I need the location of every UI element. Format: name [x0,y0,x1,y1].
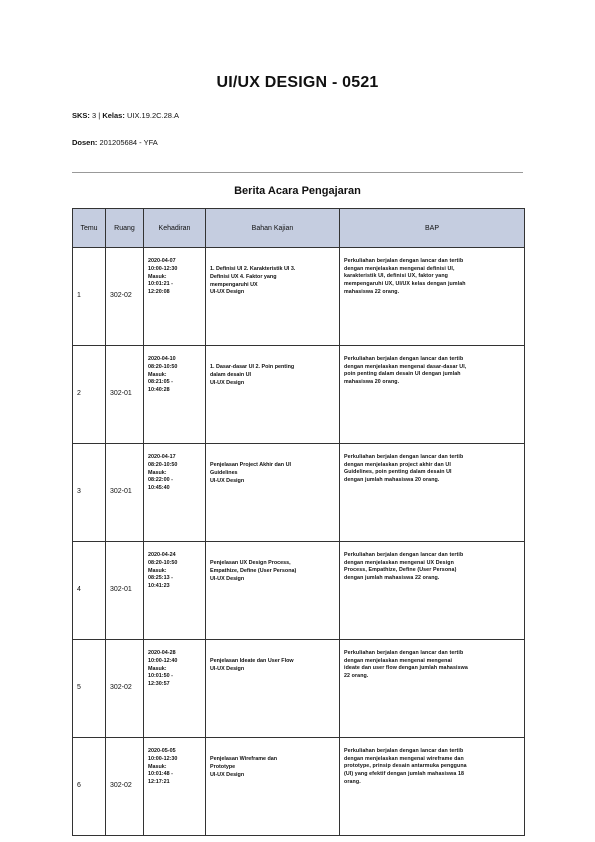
sks-value: 3 [92,111,97,120]
kehadiran-cell: 2020-04-10 08:20-10:50 Masuk: 08:21:05 - 10:40:28 [148,356,178,394]
table-row [73,542,525,640]
bap-cell: Perkuliahan berjalan dengan lancar dan tertib dengan menjelaskan mengenai wireframe dan prototype, prinsip desain antarmuka pengguna (UI) yang efektif dengan jumlah mahasiswa 18 orang. [344,748,467,785]
bap-cell: Perkuliahan berjalan dengan lancar dan tertib dengan menjelaskan mengenai UX Design Process, Empathize, Define (User Persona) dengan jumlah mahasiswa 22 orang. [344,552,464,582]
temu-cell: 5 [73,640,106,738]
sks-label: SKS: [72,111,90,120]
kelas-label: Kelas: [102,111,125,120]
temu-cell: 6 [73,738,106,836]
ruang-cell: 302-01 [106,444,144,542]
bap-cell: Perkuliahan berjalan dengan lancar dan tertib dengan menjelaskan project akhir dan UI Guidelines, poin penting dalam desain UI dengan jumlah mahasiswa 20 orang. [344,454,464,484]
kehadiran-cell: 2020-05-05 10:00-12:30 Masuk: 10:01:48 - 12:17:21 [148,748,178,786]
kehadiran-cell: 2020-04-07 10:00-12:30 Masuk: 10:01:21 - 12:20:08 [148,258,178,296]
kehadiran-cell: 2020-04-28 10:00-12:40 Masuk: 10:01:50 - 12:30:57 [148,650,178,688]
kelas-value: UIX.19.2C.28.A [126,111,180,120]
bahan-kajian-cell: 1. Dasar-dasar UI 2. Poin penting dalam desain UI UI-UX Design [210,364,295,386]
section-title: Berita Acara Pengajaran [234,185,361,197]
kehadiran-cell: 2020-04-24 08:20-10:50 Masuk: 08:25:13 - 10:41:23 [148,552,178,590]
horizontal-divider [72,172,523,173]
column-header-temu: Temu [73,209,106,248]
dosen-value: 201205684 - YFA [99,138,158,147]
temu-cell: 2 [73,346,106,444]
column-header-bahan-kajian: Bahan Kajian [206,209,340,248]
teaching-report-table [72,208,525,836]
ruang-cell: 302-01 [106,346,144,444]
table-row [73,346,525,444]
bahan-kajian-cell: Penjelasan Ideate dan User Flow UI-UX Design [210,658,294,672]
table-row [73,738,525,836]
bap-cell: Perkuliahan berjalan dengan lancar dan tertib dengan menjelaskan mengenai dasar-dasar UI, poin penting dalam desain UI dengan jumlah mahasiswa 20 orang. [344,356,467,386]
table-row [73,444,525,542]
table-row [73,248,525,346]
course-info [72,111,179,120]
bahan-kajian-cell: Penjelasan Project Akhir dan UI Guidelines UI-UX Design [210,462,291,484]
temu-cell: 4 [73,542,106,640]
dosen-label: Dosen: [72,138,98,147]
ruang-cell: 302-02 [106,248,144,346]
bahan-kajian-cell: 1. Definisi UI 2. Karakteristik UI 3. Definisi UX 4. Faktor yang mempengaruhi UX UI-UX Design [210,266,296,296]
column-header-ruang: Ruang [106,209,144,248]
column-header-kehadiran: Kehadiran [144,209,206,248]
temu-cell: 3 [73,444,106,542]
lecturer-info [72,138,158,147]
temu-cell: 1 [73,248,106,346]
kehadiran-cell: 2020-04-17 08:20-10:50 Masuk: 08:22:00 - 10:45:40 [148,454,178,492]
document-title: UI/UX DESIGN - 0521 [216,74,379,91]
ruang-cell: 302-02 [106,640,144,738]
separator: | [98,111,103,120]
ruang-cell: 302-02 [106,738,144,836]
bap-cell: Perkuliahan berjalan dengan lancar dan tertib dengan menjelaskan mengenai mengenai ideate dan user flow dengan jumlah mahasiswa 22 orang. [344,650,468,680]
bahan-kajian-cell: Penjelasan UX Design Process, Empathize, Define (User Persona) UI-UX Design [210,560,297,582]
table-header-row [73,209,525,248]
bap-cell: Perkuliahan berjalan dengan lancar dan tertib dengan menjelaskan mengenai definisi UI, karakteristik UI, definisi UX, faktor yang mempengaruhi UX, UI/UX kelas dengan jumlah mahasiswa 22 orang. [344,258,466,295]
ruang-cell: 302-01 [106,542,144,640]
bahan-kajian-cell: Penjelasan Wireframe dan Prototype UI-UX Design [210,756,278,778]
column-header-bap: BAP [340,209,525,248]
table-row [73,640,525,738]
